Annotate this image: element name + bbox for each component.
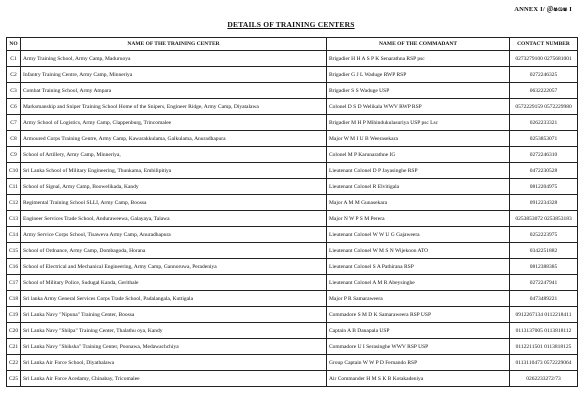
row-no: C8 bbox=[7, 131, 21, 147]
row-no: C13 bbox=[7, 211, 21, 227]
table-row bbox=[7, 83, 578, 99]
row-contact: 0273279100 0275681001 bbox=[510, 51, 578, 67]
row-commandant: Major N W P S M Perera bbox=[327, 211, 510, 227]
row-center: School of Electrical and Mechanical Engineering, Army Camp, Gannoruwa, Peradeniya bbox=[21, 259, 327, 275]
row-no: C22 bbox=[7, 355, 21, 371]
row-center: Sri Lanka Air Force School, Diyathalawa bbox=[21, 355, 327, 371]
row-no: C18 bbox=[7, 291, 21, 307]
page-title: DETAILS OF TRAINING CENTERS bbox=[227, 20, 355, 29]
row-no: C10 bbox=[7, 163, 21, 179]
row-no: C19 bbox=[7, 307, 21, 323]
row-no: C16 bbox=[7, 259, 21, 275]
header-center: NAME OF THE TRAINING CENTER bbox=[21, 38, 327, 51]
table-row bbox=[7, 227, 578, 243]
row-center: School of Artillery, Army Camp, Minneriya, bbox=[21, 147, 327, 163]
table-row bbox=[7, 259, 578, 275]
row-no: C1 bbox=[7, 51, 21, 67]
row-commandant: Colonel M P Karunarathne IG bbox=[327, 147, 510, 163]
row-center: Army School of Logistics, Army Camp, Clappenburg, Trincomalee bbox=[21, 115, 327, 131]
table-row bbox=[7, 115, 578, 131]
row-contact: 0632222057 bbox=[510, 83, 578, 99]
row-commandant: Air Commander H M S K B Kotakadeniya bbox=[327, 371, 510, 387]
row-contact: 0912234328 bbox=[510, 195, 578, 211]
table-row bbox=[7, 131, 578, 147]
row-center: Sri Lanka Navy "Shilpa" Training Center, Thalathu oya, Kandy bbox=[21, 323, 327, 339]
row-commandant: Commadore S M D K Samaraweera RSP USP bbox=[327, 307, 510, 323]
row-commandant: Brigadier M H P Mihindukulasuriya USP psc Lsc bbox=[327, 115, 510, 131]
table-row bbox=[7, 371, 578, 387]
row-commandant: Commadore U I Serasinghe WWV RSP USP bbox=[327, 339, 510, 355]
row-contact: 0262233321 bbox=[510, 115, 578, 131]
row-contact: 0113137005 0113818112 bbox=[510, 323, 578, 339]
row-contact: 0473489221 bbox=[510, 291, 578, 307]
row-no: C17 bbox=[7, 275, 21, 291]
row-commandant: Major P R Samaraweera bbox=[327, 291, 510, 307]
row-contact: 0342251882 bbox=[510, 243, 578, 259]
table-row bbox=[7, 195, 578, 211]
row-contact: 0812204975 bbox=[510, 179, 578, 195]
table-row bbox=[7, 243, 578, 259]
table-row bbox=[7, 147, 578, 163]
row-commandant: Brigadier S S Waduge USP bbox=[327, 83, 510, 99]
row-no: C25 bbox=[7, 371, 21, 387]
row-center: Sri lanka Army General Services Corps Trade School, Padalangala, Kuttigala bbox=[21, 291, 327, 307]
row-no: C20 bbox=[7, 323, 21, 339]
row-commandant: Lieutenant Colonel W M S N Wijekoon ATO bbox=[327, 243, 510, 259]
row-center: Army Service Corps School, Tisaweva Army Camp, Anuradhapura bbox=[21, 227, 327, 243]
training-centers-table bbox=[6, 37, 578, 387]
row-center: School of Ordnance, Army Camp, Dombagoda, Horana bbox=[21, 243, 327, 259]
table-row bbox=[7, 99, 578, 115]
row-center: Infantry Training Centre, Army Camp, Minneriya bbox=[21, 67, 327, 83]
row-center: Combat Training School, Army Ampara bbox=[21, 83, 327, 99]
header-commandant: NAME OF THE COMMADANT bbox=[327, 38, 510, 51]
row-contact: 0253853072 0253853183 bbox=[510, 211, 578, 227]
row-no: C11 bbox=[7, 179, 21, 195]
table-row bbox=[7, 179, 578, 195]
row-contact: 0472230528 bbox=[510, 163, 578, 179]
row-contact: 0272246310 bbox=[510, 147, 578, 163]
row-no: C14 bbox=[7, 227, 21, 243]
table-header-row bbox=[7, 38, 578, 51]
row-center: Regimental Training School SLLI, Army Camp, Boossa bbox=[21, 195, 327, 211]
row-commandant: Lieutenant Colonel S A Pathirana RSP bbox=[327, 259, 510, 275]
header-contact: CONTACT NUMBER bbox=[510, 38, 578, 51]
table-row bbox=[7, 163, 578, 179]
row-no: C12 bbox=[7, 195, 21, 211]
annex-label: ANNEX I/ ＠ෂශෂ I bbox=[514, 6, 572, 13]
header-no: NO bbox=[7, 38, 21, 51]
row-no: C7 bbox=[7, 115, 21, 131]
row-no: C21 bbox=[7, 339, 21, 355]
row-commandant: Colonel D S D Welikala WWV RWP RSP bbox=[327, 99, 510, 115]
row-contact: 0912267134 0112218411 bbox=[510, 307, 578, 323]
row-center: Armoured Corps Training Centre, Army Camp, Kawarakkulama, Galkulama, Anuradhapura bbox=[21, 131, 327, 147]
row-center: School of Military Police, Sudugal Kanda, Gerithale bbox=[21, 275, 327, 291]
row-center: Engineer Services Trade School, Anduraweewa, Galayaya, Talawa bbox=[21, 211, 327, 227]
row-contact: 0572229159 0572229980 bbox=[510, 99, 578, 115]
table-row bbox=[7, 339, 578, 355]
row-no: C15 bbox=[7, 243, 21, 259]
row-commandant: Lieutenant Colonel W W U G Gajaweera bbox=[327, 227, 510, 243]
row-commandant: Major A M M Gunasekara bbox=[327, 195, 510, 211]
row-contact: 0272246325 bbox=[510, 67, 578, 83]
table-row bbox=[7, 211, 578, 227]
row-contact: 0253853071 bbox=[510, 131, 578, 147]
row-contact: 0252223975 bbox=[510, 227, 578, 243]
row-contact: 0262233272/73 bbox=[510, 371, 578, 387]
row-commandant: Major W M I U B Weerasekara bbox=[327, 131, 510, 147]
row-center: School of Signal, Army Camp, Boowelikada, Kandy bbox=[21, 179, 327, 195]
row-commandant: Lieutenant Colonel D P Jayasinghe RSP bbox=[327, 163, 510, 179]
row-center: Marksmanship and Sniper Training School Home of the Snipers, Engineer Ridge, Army Camp, Diyatalawa bbox=[21, 99, 327, 115]
row-contact: 0112211501 0113818125 bbox=[510, 339, 578, 355]
row-center: Sri Lanka Navy "Nipuna" Training Center, Boossa bbox=[21, 307, 327, 323]
row-center: Sri Lanka Air Force Acedamy, Chinabay, Tricomalee bbox=[21, 371, 327, 387]
row-commandant: Lieutenant Colonel R Elvitigala bbox=[327, 179, 510, 195]
row-contact: 0812388385 bbox=[510, 259, 578, 275]
table-row bbox=[7, 323, 578, 339]
row-contact: 0113110473 0572229064 bbox=[510, 355, 578, 371]
table-row bbox=[7, 307, 578, 323]
row-commandant: Brigadier H H A S P K Senarathna RSP psc bbox=[327, 51, 510, 67]
table-row bbox=[7, 275, 578, 291]
row-commandant: Group Captain W W P D Fernando RSP bbox=[327, 355, 510, 371]
row-no: C9 bbox=[7, 147, 21, 163]
row-center: Sri Lanka School of Military Engineering, Thunkama, Embilipitiya bbox=[21, 163, 327, 179]
row-contact: 0272247941 bbox=[510, 275, 578, 291]
table-row bbox=[7, 291, 578, 307]
table-row bbox=[7, 355, 578, 371]
row-commandant: Captain A B Danapala USP bbox=[327, 323, 510, 339]
table-row bbox=[7, 67, 578, 83]
row-commandant: Lieutenant Colonel A M R Abeysinghe bbox=[327, 275, 510, 291]
row-center: Sri Lanka Navy "Shiksha" Training Center, Poonawa, Medawachchiya bbox=[21, 339, 327, 355]
row-commandant: Brigadier G J L Waduge RWP RSP bbox=[327, 67, 510, 83]
row-no: C3 bbox=[7, 83, 21, 99]
row-no: C6 bbox=[7, 99, 21, 115]
row-center: Army Training School, Army Camp, Maduruoya bbox=[21, 51, 327, 67]
table-row bbox=[7, 51, 578, 67]
row-no: C2 bbox=[7, 67, 21, 83]
